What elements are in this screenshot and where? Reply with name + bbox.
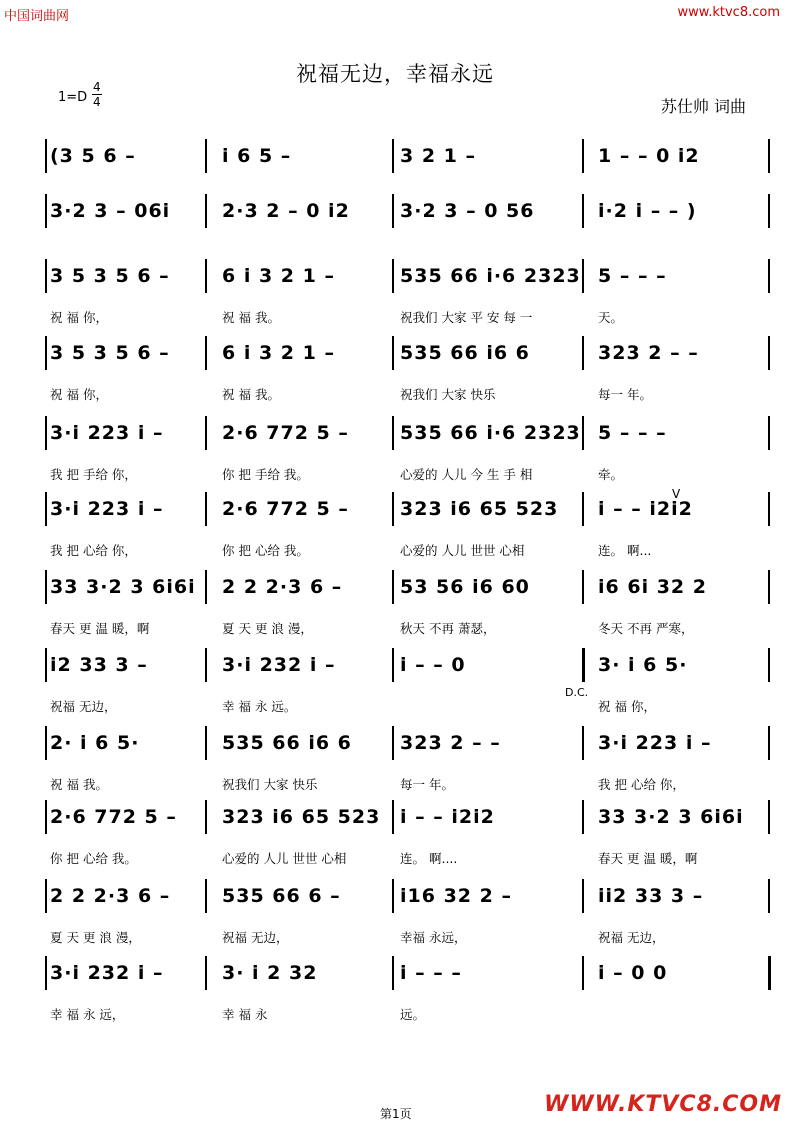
measure-notes: ii2 33 3 – [598,885,704,907]
measure-notes: 6 i 3 2 1 – [222,342,335,364]
barline [205,416,207,450]
barline [392,492,394,526]
time-numerator: 4 [93,80,101,94]
measure-notes: 2·6 772 5 – [50,806,177,828]
measure-lyrics: 幸福 永远， [400,930,467,945]
measure-notes: 2· i 6 5· [50,732,140,754]
measure-notes: 5 – – – [598,265,667,287]
barline [205,956,207,990]
barline [768,570,770,604]
barline [45,956,47,990]
measure-notes: 3· i 6 5· [598,654,688,676]
barline [45,139,47,173]
barline [205,648,207,682]
measure-notes: i – – i2i2 [400,806,495,828]
measure-notes: 535 66 i·6 2323 [400,265,581,287]
measure-lyrics: 祝我们 大家 平 安 每 一 [400,310,533,325]
measure-lyrics: 祝 福 你， [598,699,656,714]
measure-lyrics: 你 把 手给 我。 [222,467,309,482]
measure-notes: 323 i6 65 523 [222,806,381,828]
barline [768,879,770,913]
measure-notes: 535 66 i6 6 [222,732,352,754]
barline [45,726,47,760]
site-url-right[interactable]: www.ktvc8.com [677,5,780,20]
measure-notes: 2·6 772 5 – [222,422,349,444]
barline [768,139,770,173]
measure-lyrics: 心爱的 人儿 世世 心相 [400,543,525,558]
barline [205,879,207,913]
barline [768,956,771,990]
measure-lyrics: 祝福 无边， [222,930,289,945]
measure-notes: 323 2 – – [400,732,501,754]
measure-lyrics: 夏 天 更 浪 漫， [222,621,313,636]
measure-lyrics: 心爱的 人儿 世世 心相 [222,851,347,866]
measure-lyrics: 连。 啊... [598,543,652,558]
measure-lyrics: 每一 年。 [598,387,652,402]
measure-notes: 3·i 223 i – [50,422,164,444]
measure-notes: 535 66 i·6 2323 [400,422,581,444]
barline [45,879,47,913]
measure-notes: 323 2 – – [598,342,699,364]
barline [205,259,207,293]
measure-lyrics: 幸 福 永 远。 [222,699,297,714]
measure-notes: i – – 0 [400,654,466,676]
song-title: 祝福无边，幸福永远 [296,62,494,86]
barline [205,336,207,370]
key-signature: 1=D [58,90,88,105]
measure-notes: 53 56 i6 60 [400,576,530,598]
barline [582,336,584,370]
measure-lyrics: 牵。 [598,467,624,482]
time-denominator: 4 [93,95,101,109]
measure-lyrics: 祝福 无边， [50,699,117,714]
measure-notes: 3 5 3 5 6 – [50,342,170,364]
barline [392,956,394,990]
measure-notes: i·2 i – – ) [598,200,697,222]
measure-notes: i 6 5 – [222,145,292,167]
measure-lyrics: 天。 [598,310,624,325]
measure-notes: 3·i 232 i – [50,962,164,984]
measure-notes: 3·2 3 – 06i [50,200,171,222]
measure-lyrics: 幸 福 永 [222,1007,268,1022]
measure-notes: 33 3·2 3 6i6i [50,576,196,598]
measure-lyrics: 祝 福 你， [50,310,108,325]
measure-notes: 3 2 1 – [400,145,477,167]
barline [768,800,770,834]
measure-notes: 2 2 2·3 6 – [50,885,171,907]
time-signature [92,80,102,109]
measure-lyrics: 幸 福 永 远， [50,1007,125,1022]
barline [45,800,47,834]
measure-lyrics: 祝 福 我。 [222,310,280,325]
barline [582,800,584,834]
measure-notes: 3· i 2 32 [222,962,318,984]
barline [768,336,770,370]
measure-lyrics: 我 把 心给 你， [598,777,685,792]
measure-notes: 6 i 3 2 1 – [222,265,335,287]
barline [205,570,207,604]
barline [205,492,207,526]
barline [392,800,394,834]
measure-lyrics: 远。 [400,1007,426,1022]
barline [768,194,770,228]
measure-lyrics: 冬天 不再 严寒， [598,621,694,636]
measure-lyrics: 你 把 心给 我。 [50,851,137,866]
breath-mark: V [672,487,681,501]
barline [392,648,394,682]
measure-notes: i – – i2i2 [598,498,693,520]
barline [392,259,394,293]
barline [205,726,207,760]
measure-lyrics: 祝福 无边， [598,930,665,945]
page-footer: 第1页 [380,1107,412,1121]
watermark-logo: WWW.KTVC8.COM [544,1092,782,1117]
barline [45,570,47,604]
measure-lyrics: 祝 福 你， [50,387,108,402]
site-name-left[interactable]: 中国词曲网 [4,9,70,24]
barline [768,726,770,760]
measure-notes: 3·i 232 i – [222,654,336,676]
dc-mark: D.C. [565,686,589,699]
measure-lyrics: 祝我们 大家 快乐 [222,777,318,792]
measure-notes: 3·i 223 i – [50,498,164,520]
barline [45,416,47,450]
barline [45,259,47,293]
barline [582,648,585,682]
barline [582,194,584,228]
barline [392,726,394,760]
measure-notes: i – 0 0 [598,962,668,984]
measure-notes: (3 5 6 – [50,145,136,167]
barline [768,416,770,450]
barline [768,259,770,293]
barline [582,492,584,526]
barline [582,956,584,990]
barline [45,492,47,526]
barline [205,194,207,228]
barline [582,570,584,604]
measure-lyrics: 夏 天 更 浪 漫， [50,930,141,945]
measure-notes: 3·i 223 i – [598,732,712,754]
measure-notes: i6 6i 32 2 [598,576,707,598]
measure-notes: 535 66 6 – [222,885,341,907]
measure-lyrics: 春天 更 温 暖，啊 [598,851,698,866]
measure-notes: 3 5 3 5 6 – [50,265,170,287]
measure-lyrics: 我 把 手给 你， [50,467,137,482]
barline [205,139,207,173]
measure-lyrics: 祝 福 我。 [222,387,280,402]
measure-notes: 2·6 772 5 – [222,498,349,520]
barline [582,416,584,450]
measure-lyrics: 你 把 心给 我。 [222,543,309,558]
barline [45,194,47,228]
measure-lyrics: 祝 福 我。 [50,777,108,792]
measure-notes: i16 32 2 – [400,885,512,907]
measure-notes: 2·3 2 – 0 i2 [222,200,350,222]
measure-notes: 535 66 i6 6 [400,342,530,364]
measure-notes: 2 2 2·3 6 – [222,576,343,598]
composer-credit: 苏仕帅 词曲 [660,97,746,116]
barline [392,570,394,604]
barline [768,648,770,682]
barline [392,879,394,913]
measure-notes: 3·2 3 – 0 56 [400,200,535,222]
measure-notes: 33 3·2 3 6i6i [598,806,744,828]
measure-notes: 5 – – – [598,422,667,444]
barline [582,726,584,760]
measure-notes: 1 – – 0 i2 [598,145,700,167]
measure-notes: i2 33 3 – [50,654,148,676]
measure-notes: 323 i6 65 523 [400,498,559,520]
measure-notes: i – – – [400,962,462,984]
barline [45,648,47,682]
barline [582,879,584,913]
barline [582,139,584,173]
measure-lyrics: 春天 更 温 暖，啊 [50,621,150,636]
barline [768,492,770,526]
measure-lyrics: 每一 年。 [400,777,454,792]
barline [205,800,207,834]
barline [392,194,394,228]
barline [45,336,47,370]
measure-lyrics: 祝我们 大家 快乐 [400,387,496,402]
barline [392,139,394,173]
measure-lyrics: 我 把 心给 你， [50,543,137,558]
measure-lyrics: 心爱的 人儿 今 生 手 相 [400,467,533,482]
barline [582,259,584,293]
barline [392,416,394,450]
measure-lyrics: 秋天 不再 萧瑟， [400,621,496,636]
measure-lyrics: 连。 啊.... [400,851,458,866]
barline [392,336,394,370]
